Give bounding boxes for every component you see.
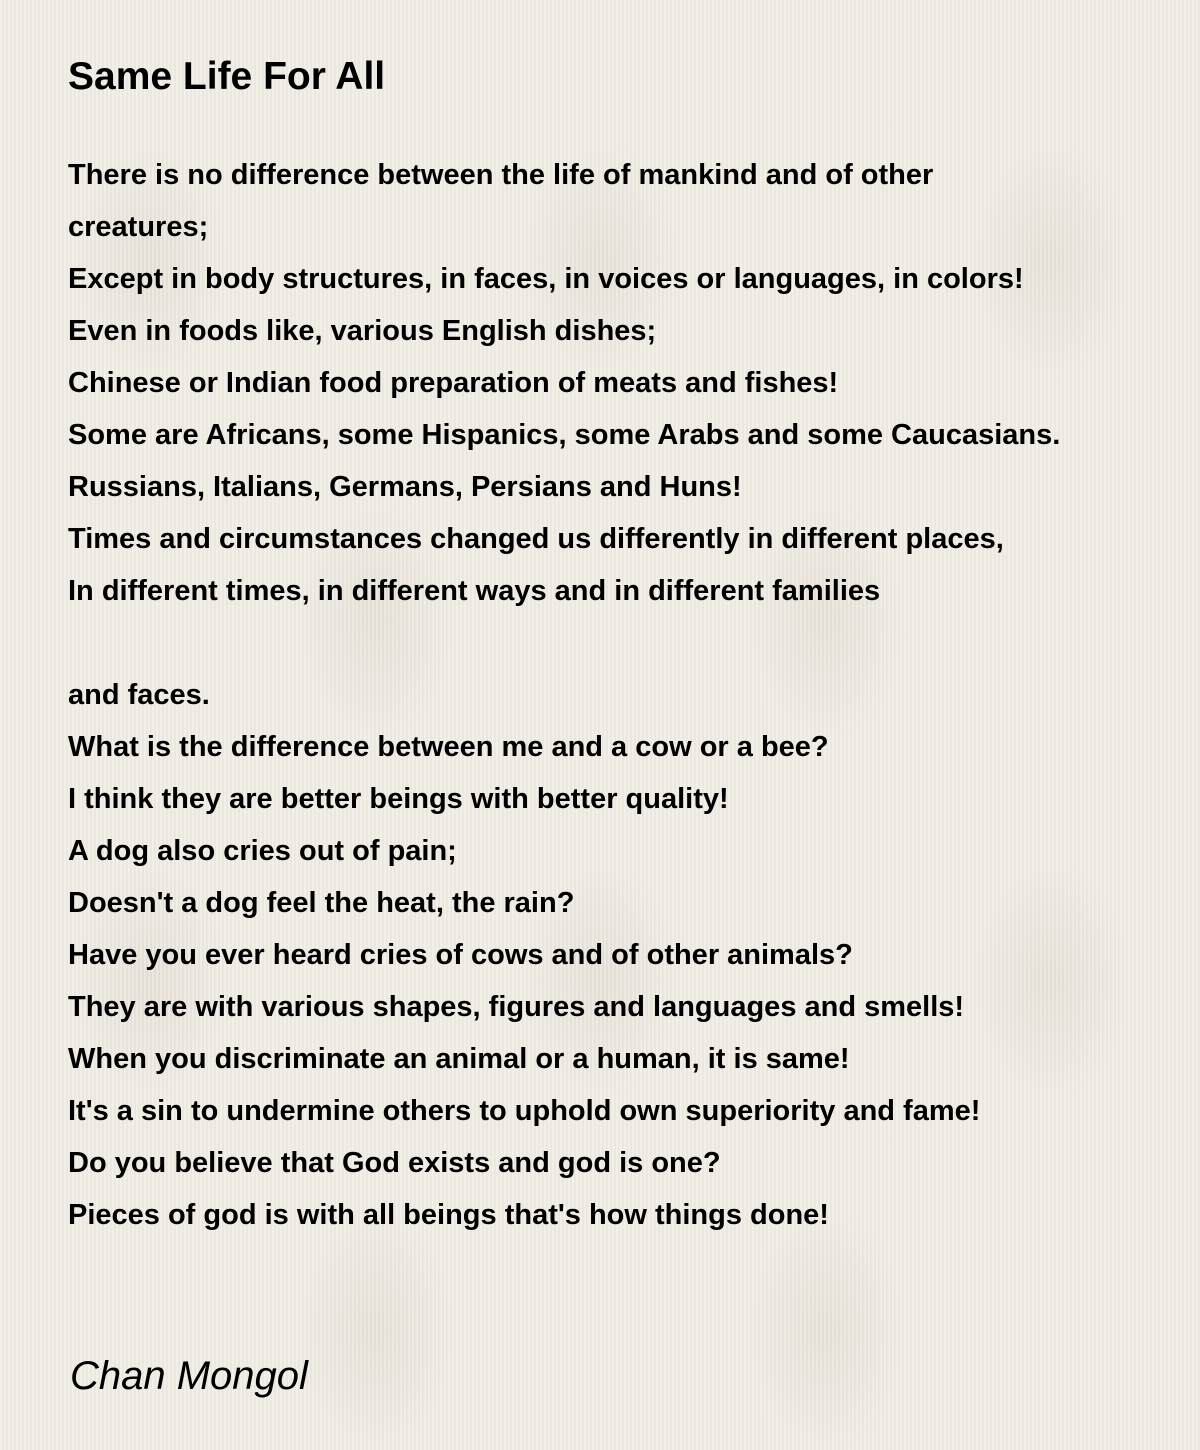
poem-line: Chinese or Indian food preparation of meats and fishes!: [68, 367, 839, 399]
poem-line: What is the difference between me and a cow or a bee?: [68, 731, 829, 763]
poem-line: and faces.: [68, 679, 210, 711]
poem-line: Doesn't a dog feel the heat, the rain?: [68, 887, 575, 919]
poem-author: Chan Mongol: [70, 1354, 308, 1398]
poem-line: When you discriminate an animal or a human, it is same!: [68, 1043, 850, 1075]
poem-line: creatures;: [68, 211, 209, 243]
poem-line: In different times, in different ways and in different families: [68, 575, 881, 607]
poem-line: Times and circumstances changed us differently in different places,: [68, 523, 1004, 555]
poem-line: It's a sin to undermine others to uphold own superiority and fame!: [68, 1095, 981, 1127]
poem-line: Except in body structures, in faces, in voices or languages, in colors!: [68, 263, 1024, 295]
stanza-break: [68, 617, 1193, 669]
poem-line: Russians, Italians, Germans, Persians and Huns!: [68, 471, 742, 503]
poem-line: There is no difference between the life of mankind and of other: [68, 159, 934, 191]
poem-line: Pieces of god is with all beings that's how things done!: [68, 1199, 829, 1231]
poem-line: A dog also cries out of pain;: [68, 835, 457, 867]
poem-line: Have you ever heard cries of cows and of other animals?: [68, 939, 853, 971]
poem-line: Even in foods like, various English dishes;: [68, 315, 657, 347]
poem-line: Do you believe that God exists and god is one?: [68, 1147, 721, 1179]
poem-title: Same Life For All: [68, 55, 386, 98]
poem-line: I think they are better beings with better quality!: [68, 783, 729, 815]
poem-line: They are with various shapes, figures and languages and smells!: [68, 991, 965, 1023]
poem-line: Some are Africans, some Hispanics, some Arabs and some Caucasians.: [68, 419, 1061, 451]
poem-body: [68, 149, 1193, 1241]
